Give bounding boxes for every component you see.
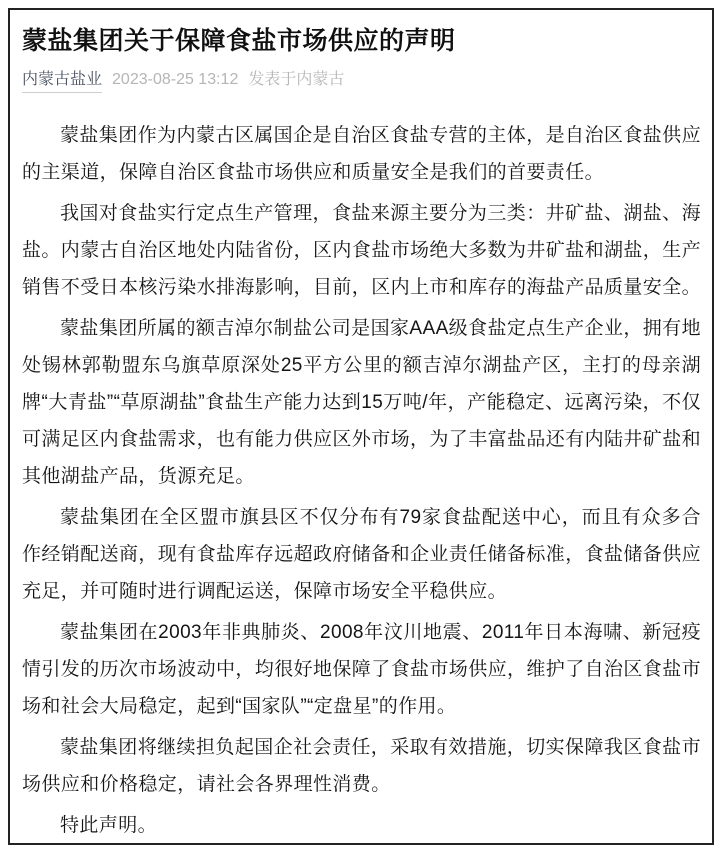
paragraph: 蒙盐集团在2003年非典肺炎、2008年汶川地震、2011年日本海啸、新冠疫情引发的历次市场波动中，均很好地保障了食盐市场供应，维护了自治区食盐市场和社会大局稳定，起到“国家队”“定盘星”的作用。	[22, 622, 702, 717]
publish-location: 发表于内蒙古	[248, 71, 345, 88]
article-body	[22, 117, 701, 844]
paragraph: 特此声明。	[60, 815, 158, 836]
paragraph: 蒙盐集团将继续担负起国企社会责任，采取有效措施，切实保障我区食盐市场供应和价格稳定，请社会各界理性消费。	[22, 737, 701, 795]
article-title: 蒙盐集团关于保障食盐市场供应的声明	[22, 27, 456, 55]
byline	[22, 69, 701, 93]
paragraph: 蒙盐集团所属的额吉淖尔制盐公司是国家AAA级食盐定点生产企业，拥有地处锡林郭勒盟东乌旗草原深处25平方公里的额吉淖尔湖盐产区，主打的母亲湖牌“大青盐”“草原湖盐”食盐生产能力达到15万吨/年，产能稳定、远离污染，不仅可满足区内食盐需求，也有能力供应区外市场，为了丰富盐品还有内陆井矿盐和其他湖盐产品，货源充足。	[22, 318, 702, 487]
paragraph: 蒙盐集团在全区盟市旗县区不仅分布有79家食盐配送中心，而且有众多合作经销配送商，现有食盐库存远超政府储备和企业责任储备标准，食盐储备供应充足，并可随时进行调配运送，保障市场安全平稳供应。	[22, 507, 702, 602]
article-frame	[8, 8, 714, 845]
publish-datetime: 2023-08-25 13:12	[112, 71, 239, 88]
paragraph: 我国对食盐实行定点生产管理，食盐来源主要分为三类：井矿盐、湖盐、海盐。内蒙古自治区地处内陆省份，区内食盐市场绝大多数为井矿盐和湖盐，生产销售不受日本核污染水排海影响，目前，区内上市和库存的海盐产品质量安全。	[22, 203, 702, 298]
account-name-link[interactable]: 内蒙古盐业	[22, 69, 102, 93]
paragraph: 蒙盐集团作为内蒙古区属国企是自治区食盐专营的主体，是自治区食盐供应的主渠道，保障自治区食盐市场供应和质量安全是我们的首要责任。	[22, 125, 701, 183]
